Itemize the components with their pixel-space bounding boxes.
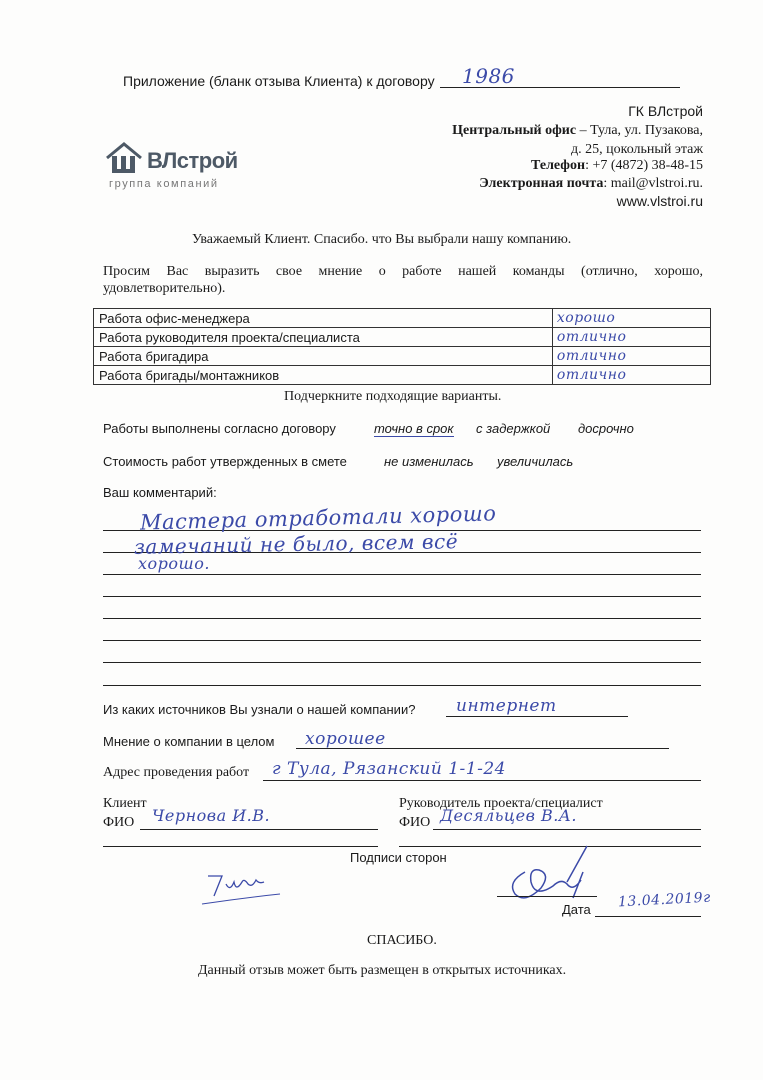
option-on-time[interactable]: точно в срок: [374, 421, 454, 436]
email-value: : mail@vlstroi.ru.: [603, 176, 703, 191]
client-fio-line: [140, 829, 378, 830]
company-logo: [105, 140, 255, 195]
manager-fio-label: ФИО: [399, 815, 431, 830]
option-early[interactable]: досрочно: [578, 421, 634, 436]
manager-title: Руководитель проекта/специалист: [399, 796, 603, 811]
comment-line: [103, 596, 701, 597]
rating-label: Работа бригады/монтажников: [94, 366, 553, 385]
comment-label: Ваш комментарий:: [103, 485, 217, 500]
client-extra-line: [103, 846, 378, 847]
logo-subtitle: группа компаний: [109, 178, 219, 190]
greeting: Уважаемый Клиент. Спасибо. что Вы выбрали нашу компанию.: [192, 232, 572, 247]
appendix-label: Приложение (бланк отзыва Клиента) к договору: [123, 73, 435, 89]
table-row: [94, 347, 711, 366]
publication-note: Данный отзыв может быть размещен в открытых источниках.: [198, 963, 567, 978]
client-signature[interactable]: [200, 866, 290, 911]
rating-value-cell[interactable]: [552, 328, 710, 347]
address-value[interactable]: г Тула, Рязанский 1-1-24: [272, 759, 506, 779]
rating-value: отлично: [556, 367, 627, 383]
rating-value: отлично: [556, 348, 627, 364]
opinion-label: Мнение о компании в целом: [103, 734, 275, 749]
source-label: Из каких источников Вы узнали о нашей компании?: [103, 702, 416, 717]
date-value[interactable]: 13.04.2019г: [617, 889, 712, 911]
comment-line: [103, 618, 701, 619]
rating-value-cell[interactable]: [552, 366, 710, 385]
comment-line: [103, 574, 701, 575]
thanks-text: СПАСИБО.: [367, 933, 437, 948]
email-line: [380, 176, 703, 192]
cost-question-label: Стоимость работ утвержденных в смете: [103, 454, 347, 469]
contract-number: 1986: [462, 64, 515, 88]
office-address-2: д. 25, цокольный этаж: [571, 142, 703, 157]
phone-line: [400, 158, 703, 174]
date-line: [595, 916, 701, 917]
manager-fio-value[interactable]: Десяльцев В.А.: [440, 806, 578, 825]
table-row: [94, 309, 711, 328]
rating-label: Работа бригадира: [94, 347, 553, 366]
comment-text: Мастера отработали хорошо: [139, 501, 497, 535]
office-line: [330, 123, 703, 139]
comment-text: замечаний не было, всем всё: [133, 529, 459, 559]
rating-value-cell[interactable]: [552, 347, 710, 366]
rating-label: Работа офис-менеджера: [94, 309, 553, 328]
underline-hint: Подчеркните подходящие варианты.: [284, 389, 502, 404]
logo-name: ВЛстрой: [147, 148, 238, 173]
signature-line: [497, 896, 597, 897]
request-text-1: Просим Вас выразить свое мнение о работе нашей команды (отлично, хорошо,: [103, 264, 703, 279]
date-label: Дата: [562, 902, 591, 917]
option-unchanged[interactable]: не изменилась: [384, 454, 474, 469]
manager-signature[interactable]: [505, 842, 615, 912]
option-increased[interactable]: увеличилась: [497, 454, 574, 469]
option-delayed[interactable]: с задержкой: [476, 421, 551, 436]
email-label: Электронная почта: [479, 176, 604, 191]
comment-text: хорошо.: [138, 554, 210, 573]
group-name: ГК ВЛстрой: [628, 103, 703, 119]
rating-value-cell[interactable]: [552, 309, 710, 328]
appendix-title: [123, 73, 435, 89]
client-fio-value[interactable]: Чернова И.В.: [152, 806, 271, 825]
phone-value: : +7 (4872) 38-48-15: [585, 158, 703, 173]
client-fio-label: ФИО: [103, 815, 135, 830]
comment-line: [103, 685, 701, 686]
house-icon: [105, 142, 145, 176]
address-label: Адрес проведения работ: [103, 765, 250, 780]
office-label: Центральный офис: [452, 123, 577, 138]
office-address-1: – Тула, ул. Пузакова,: [576, 123, 703, 138]
comment-line: [103, 662, 701, 663]
source-value[interactable]: интернет: [456, 696, 557, 716]
rating-value: хорошо: [556, 310, 616, 326]
website-link[interactable]: www.vlstroi.ru: [616, 193, 703, 209]
source-line: [446, 716, 628, 717]
rating-label: Работа руководителя проекта/специалиста: [94, 328, 553, 347]
contract-question-label: Работы выполнены согласно договору: [103, 421, 336, 436]
address-line: [263, 780, 701, 781]
phone-label: Телефон: [531, 158, 586, 173]
ratings-table: [93, 308, 711, 385]
manager-fio-line: [433, 829, 701, 830]
signatures-label: Подписи сторон: [350, 850, 447, 865]
table-row: [94, 366, 711, 385]
client-title: Клиент: [103, 796, 147, 811]
opinion-value[interactable]: хорошее: [305, 729, 386, 749]
request-text-2: удовлетворительно).: [103, 281, 226, 296]
table-row: [94, 328, 711, 347]
comment-line: [103, 640, 701, 641]
rating-value: отлично: [556, 329, 627, 345]
